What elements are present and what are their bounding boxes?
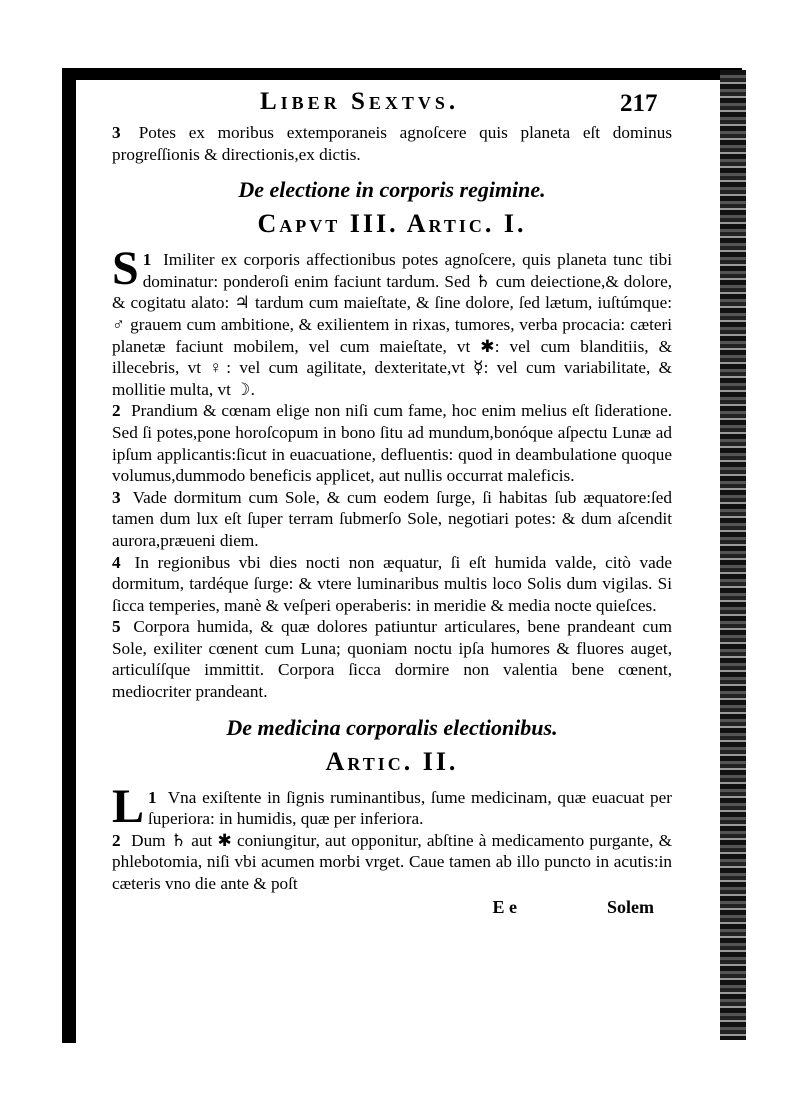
- paragraph: [112, 830, 672, 895]
- paragraph-number: 3: [112, 123, 121, 142]
- page-header: [112, 86, 672, 122]
- chapter-heading: Artic. II.: [325, 746, 459, 776]
- page-edge-right: [720, 70, 746, 1040]
- section-title: De medicina corporalis electionibus.: [226, 714, 558, 740]
- book-page: [112, 86, 672, 918]
- catchword: Solem: [607, 896, 654, 917]
- chapter-heading: Capvt III. Artic. I.: [257, 209, 527, 239]
- paragraph-text: Vade dormitum cum Sole, & cum eodem ſurge, ſi habitas ſub æquatore:ſed tamen dum lux eſt ſuper terram ſubmerſo Sole, negotiari potes: & dum aſcendit aurora,præueni diem.: [112, 487, 672, 550]
- drop-cap: S: [112, 242, 139, 296]
- drop-cap: L: [112, 779, 145, 833]
- page-number: 217: [620, 90, 658, 117]
- paragraph-number: 1: [142, 250, 152, 270]
- paragraph-text: Corpora humida, & quæ dolores patiuntur articulares, bene prandeant cum Sole, exiliter cœnent cum Luna; quoniam noctu ipſa humores & fluores auget, articulíſque immittit. Corpora ſicca dormire non valentia bene cœnent, mediocriter prandeant.: [112, 617, 673, 702]
- paragraph-text: Imiliter ex corporis affectionibus potes agnoſcere, quis planeta tunc tibi dominatur: ponderoſi enim faciunt tardum. Sed ♄ cum deiectione,& dolore, & cogitatu alato: ♃ tardum cum maieſtate, & ſine dolore, ſed lætum, iuſtúmque: ♂ grauem cum ambitione, & exilientem in rixas, tumores, verba procacia: cæteri planetæ faciunt mobilem, vel cum maieſtate, vt ✱: vel cum blanditiis, & illecebris, vt ♀: vel cum agilitate, dexteritate,vt ☿: vel cum variabilitate, & mollitie multa, vt ☽.: [112, 250, 672, 399]
- paragraph-number: 4: [112, 552, 121, 572]
- paragraph-text: Dum ♄ aut ✱ coniungitur, aut opponitur, abſtine à medicamento purgante, & phlebotomia, niſi vbi acumen morbi vrget. Caue tamen ab illo puncto in acutis:in cæteris vno die ante & poſt: [112, 830, 672, 894]
- paragraph: [112, 487, 672, 552]
- paragraph-number: 2: [112, 830, 121, 850]
- paragraph-number: 1: [148, 787, 157, 807]
- running-title: Liber Sextvs.: [260, 88, 460, 115]
- paragraph-text: Potes ex moribus extemporaneis agnoſcere quis planeta eſt dominus progreſſionis & directionis,ex dictis.: [112, 123, 673, 164]
- page-footer: [112, 897, 672, 918]
- paragraph: [112, 400, 672, 486]
- page-frame-top: [62, 68, 742, 80]
- signature-mark: E e: [492, 896, 517, 917]
- page-frame-left: [62, 68, 76, 1043]
- paragraph-number: 2: [112, 401, 121, 421]
- section-title: De electione in corporis regimine.: [238, 177, 546, 203]
- paragraph: [112, 552, 672, 617]
- paragraph-number: 5: [112, 617, 121, 637]
- intro-paragraph: [112, 122, 672, 165]
- paragraph: [112, 616, 672, 702]
- paragraph-text: Vna exiſtente in ſignis ruminantibus, ſume medicinam, quæ euacuat per ſuperiora: in humidis, quæ per inferiora.: [148, 787, 672, 829]
- paragraph: [112, 242, 672, 400]
- paragraph: [112, 779, 672, 833]
- paragraph-text: In regionibus vbi dies nocti non æquatur, ſi eſt humida valde, citò vade dormitum, tardéque ſurge: & vtere luminaribus multis loco Solis dum vigilas. Si ſicca temperies, manè & veſperi operaberis: in meridie & media nocte quieſces.: [112, 552, 672, 615]
- paragraph-number: 3: [112, 487, 121, 507]
- paragraph-text: Prandium & cœnam elige non niſi cum fame, hoc enim melius eſt ſideratione. Sed ſi potes,pone horoſcopum in bono ſitu ad mundum,bonóque aſpectu Lunæ ad ipſum applicantis:ſicut in euacuatione, defluentis: quod in deambulatione quoque volumus,dummodo beneficis applicet, aut nullis occurrat maleficis.: [112, 401, 673, 486]
